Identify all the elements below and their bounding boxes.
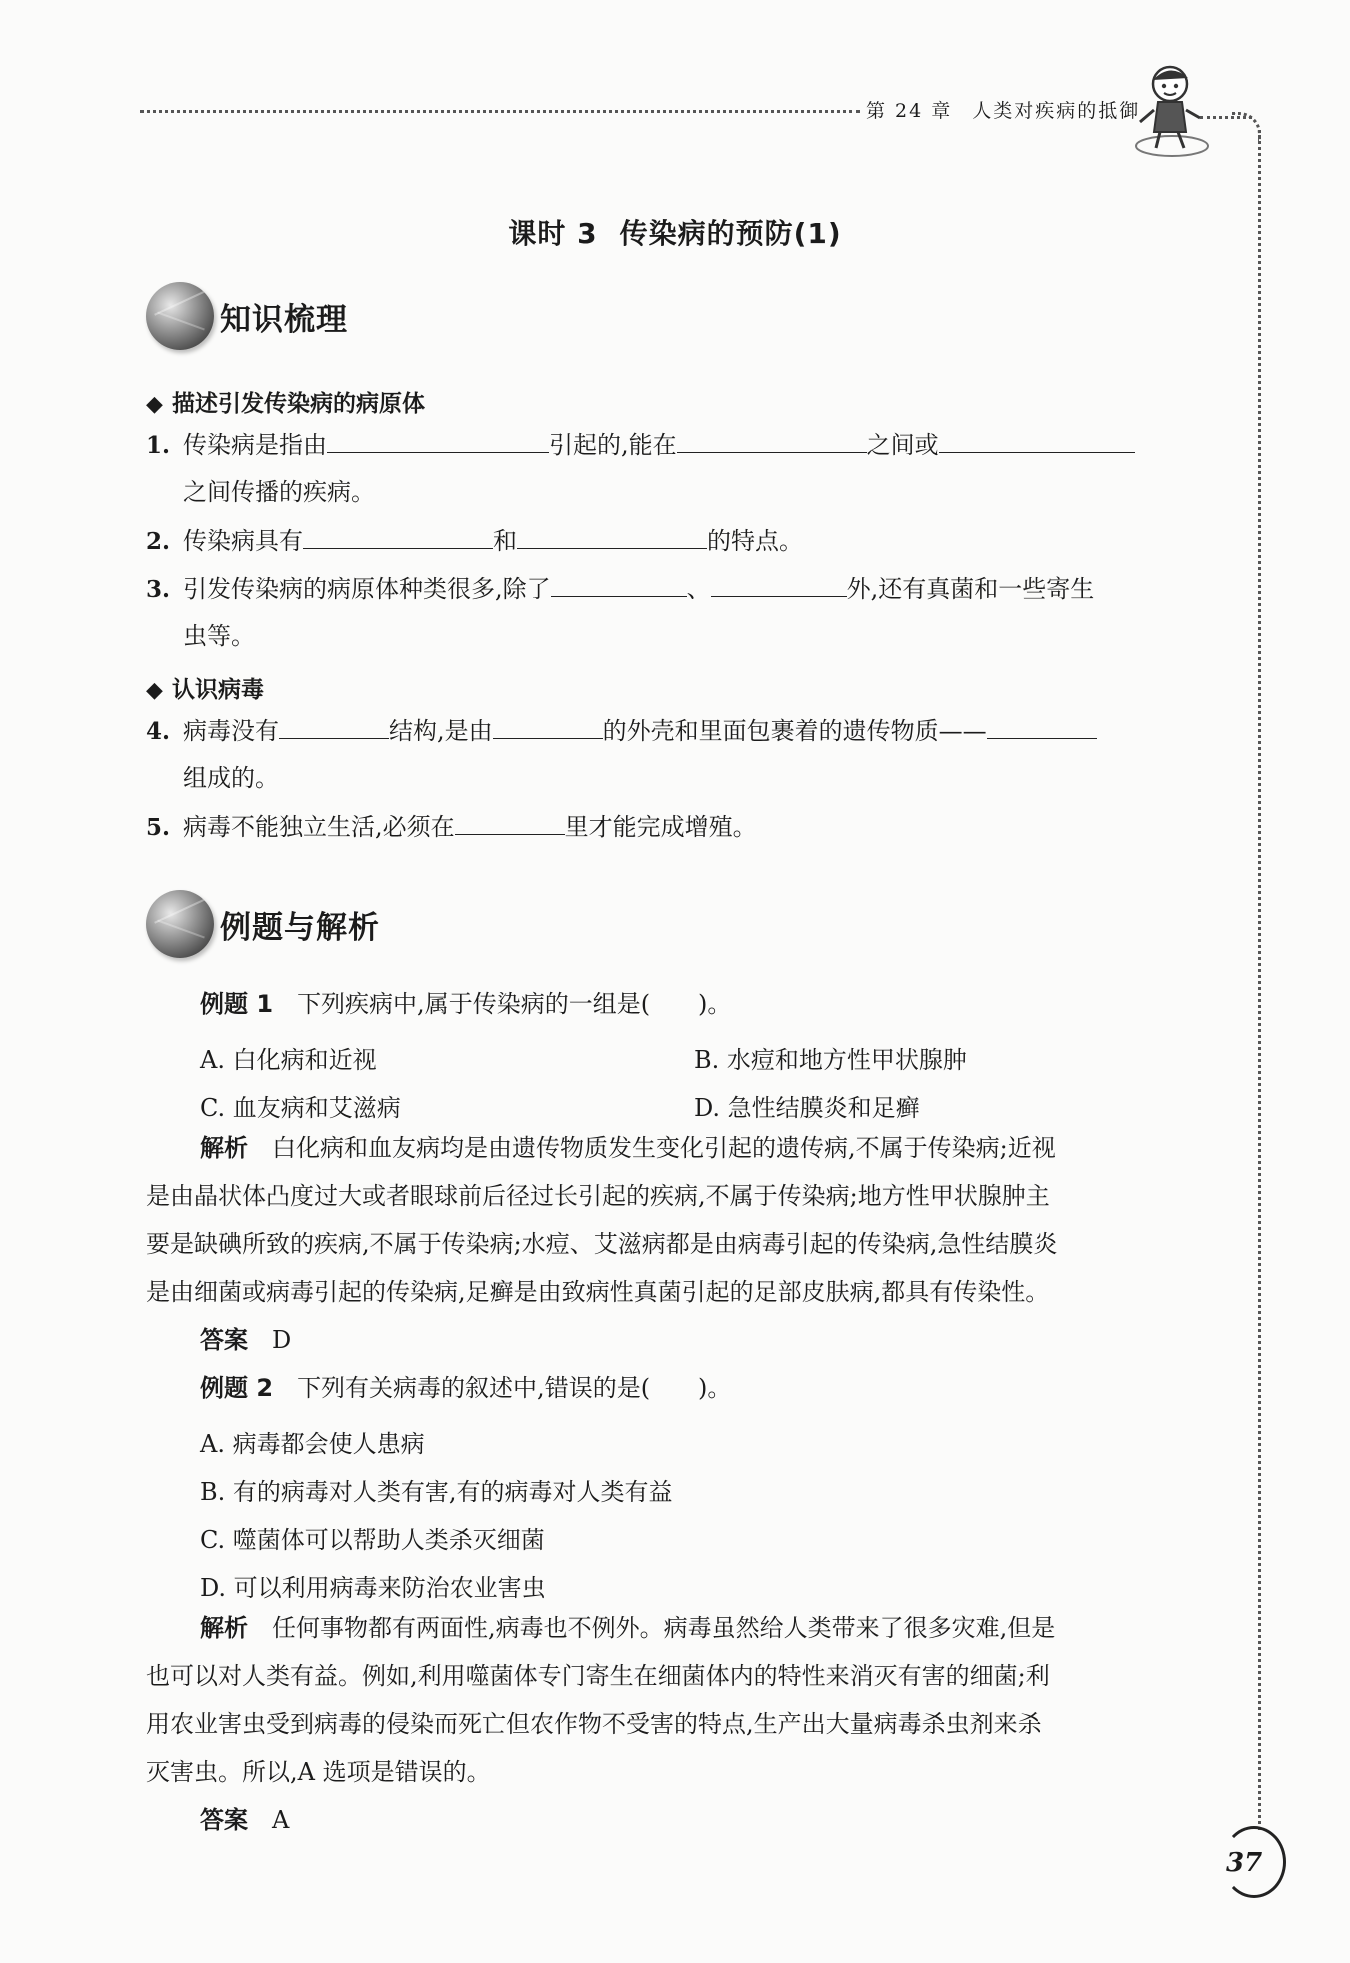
page-number: 37: [1226, 1848, 1263, 1878]
question-3-line-2: 虫等。: [183, 622, 255, 650]
q5-text-b: 里才能完成增殖。: [564, 813, 757, 841]
option-a[interactable]: A. 白化病和近视: [200, 1046, 377, 1074]
section-ball-icon: [146, 890, 214, 958]
q4-text-a: 病毒没有: [183, 717, 279, 745]
chapter-title: 人类对疾病的抵御: [972, 100, 1141, 122]
fill-blank[interactable]: [677, 432, 867, 453]
lesson-title: [0, 212, 1350, 252]
fill-blank[interactable]: [987, 718, 1097, 739]
fill-blank[interactable]: [493, 718, 603, 739]
section-examples-heading: [146, 890, 380, 958]
q3-text-c: 外,还有真菌和一些寄生: [846, 575, 1095, 603]
example-label: 例题 2: [200, 1374, 274, 1402]
running-header: [866, 96, 1140, 123]
subheading-text: 描述引发传染病的病原体: [172, 391, 425, 417]
answer-label: 答案: [200, 1326, 248, 1354]
analysis-label: 解析: [200, 1134, 248, 1162]
answer-line: [200, 1328, 291, 1352]
q4-text-b: 结构,是由: [389, 717, 493, 745]
example-2-stem: [200, 1376, 731, 1400]
analysis-line-3: 要是缺碘所致的疾病,不属于传染病;水痘、艾滋病都是由病毒引起的传染病,急性结膜炎: [146, 1230, 1058, 1258]
question-number: 4.: [146, 718, 171, 745]
option-d[interactable]: D. 可以利用病毒来防治农业害虫: [200, 1574, 546, 1602]
answer-label: 答案: [200, 1806, 248, 1834]
lesson-number: 课时 3: [508, 217, 598, 250]
fill-blank[interactable]: [303, 528, 493, 549]
fill-blank[interactable]: [327, 432, 549, 453]
fill-blank[interactable]: [551, 576, 687, 597]
section-ball-icon: [146, 282, 214, 350]
question-4-line-1: [183, 718, 1097, 743]
analysis-label: 解析: [200, 1614, 248, 1642]
fill-blank[interactable]: [279, 718, 389, 739]
section-heading-text: 知识梳理: [220, 301, 348, 338]
fill-blank[interactable]: [517, 528, 707, 549]
option-c[interactable]: C. 噬菌体可以帮助人类杀灭细菌: [200, 1526, 545, 1554]
example-label: 例题 1: [200, 990, 274, 1018]
cartoon-student-icon: [1128, 60, 1212, 160]
q2-text-b: 和: [493, 527, 517, 555]
q3-text-b: 、: [686, 575, 711, 603]
answer-line: [200, 1808, 289, 1832]
analysis-line-2: 也可以对人类有益。例如,利用噬菌体专门寄生在细菌体内的特性来消灭有害的细菌;利: [146, 1662, 1050, 1690]
question-2-line: [183, 528, 803, 553]
fill-blank[interactable]: [711, 576, 847, 597]
analysis-line-3: 用农业害虫受到病毒的侵染而死亡但农作物不受害的特点,生产出大量病毒杀虫剂来杀: [146, 1710, 1042, 1738]
question-number: 5.: [146, 814, 171, 841]
subheading-virus: [146, 671, 264, 704]
example-stem-text: 下列有关病毒的叙述中,错误的是( )。: [297, 1374, 732, 1402]
border-corner: [1232, 112, 1261, 141]
q2-text-a: 传染病具有: [183, 527, 303, 555]
analysis-line-1: [200, 1136, 1056, 1160]
example-1-stem: [200, 992, 731, 1016]
subheading-pathogens: [146, 385, 425, 418]
question-number: 1.: [146, 432, 171, 459]
right-dotted-border: [1258, 130, 1261, 1830]
analysis-line-1: [200, 1616, 1055, 1640]
option-d[interactable]: D. 急性结膜炎和足癣: [694, 1094, 920, 1122]
question-number: 2.: [146, 528, 171, 555]
example-stem-text: 下列疾病中,属于传染病的一组是( )。: [297, 990, 732, 1018]
header-dotted-rule: [140, 110, 860, 113]
question-1-line-1: [183, 432, 1135, 457]
q1-text-b: 引起的,能在: [549, 431, 677, 459]
answer-value: A: [272, 1806, 290, 1834]
q3-text-a: 引发传染病的病原体种类很多,除了: [183, 575, 551, 603]
section-heading-text: 例题与解析: [220, 909, 380, 946]
analysis-line-4: 是由细菌或病毒引起的传染病,足癣是由致病性真菌引起的足部皮肤病,都具有传染性。: [146, 1278, 1050, 1306]
chapter-number: 第 24 章: [866, 100, 953, 122]
option-b[interactable]: B. 水痘和地方性甲状腺肿: [694, 1046, 967, 1074]
fill-blank[interactable]: [939, 432, 1135, 453]
question-number: 3.: [146, 576, 171, 603]
q2-text-c: 的特点。: [707, 527, 803, 555]
question-4-line-2: 组成的。: [183, 764, 279, 792]
diamond-bullet-icon: ◆: [146, 678, 163, 703]
diamond-bullet-icon: ◆: [146, 392, 163, 417]
analysis-line-2: 是由晶状体凸度过大或者眼球前后径过长引起的疾病,不属于传染病;地方性甲状腺肿主: [146, 1182, 1050, 1210]
q1-text-a: 传染病是指由: [183, 431, 327, 459]
q5-text-a: 病毒不能独立生活,必须在: [183, 813, 455, 841]
analysis-text: 白化病和血友病均是由遗传物质发生变化引起的遗传病,不属于传染病;近视: [272, 1134, 1056, 1162]
section-knowledge-heading: [146, 282, 348, 350]
q1-text-c: 之间或: [866, 431, 939, 459]
answer-value: D: [272, 1326, 292, 1354]
option-a[interactable]: A. 病毒都会使人患病: [200, 1430, 425, 1458]
question-3-line-1: [183, 576, 1094, 601]
question-1-line-2: 之间传播的疾病。: [183, 478, 375, 506]
analysis-line-4: 灭害虫。所以,A 选项是错误的。: [146, 1758, 491, 1786]
option-b[interactable]: B. 有的病毒对人类有害,有的病毒对人类有益: [200, 1478, 673, 1506]
fill-blank[interactable]: [455, 814, 565, 835]
lesson-name: 传染病的预防(1): [619, 217, 842, 250]
q4-text-c: 的外壳和里面包裹着的遗传物质——: [602, 717, 987, 745]
question-5-line: [183, 814, 757, 839]
subheading-text: 认识病毒: [172, 677, 264, 703]
analysis-text: 任何事物都有两面性,病毒也不例外。病毒虽然给人类带来了很多灾难,但是: [272, 1614, 1056, 1642]
option-c[interactable]: C. 血友病和艾滋病: [200, 1094, 401, 1122]
